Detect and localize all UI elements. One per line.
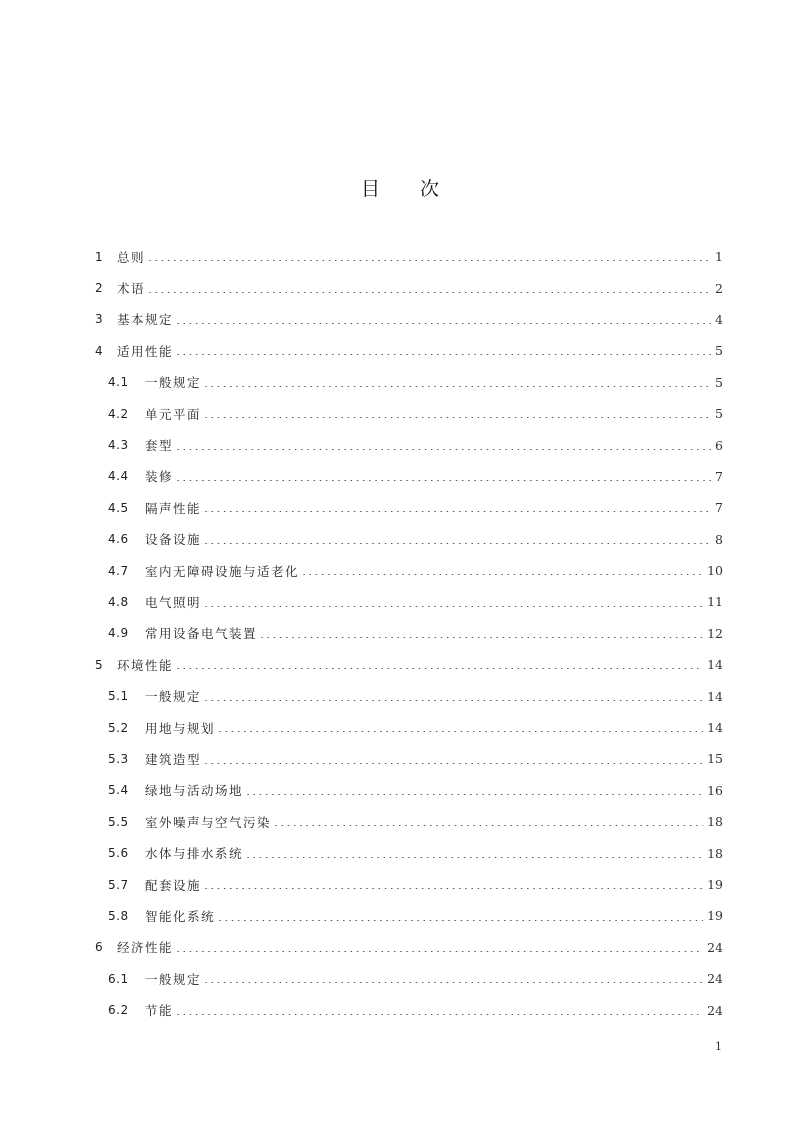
toc-entry-page: 1 — [715, 249, 723, 265]
toc-leader-dots — [245, 783, 703, 797]
page-title — [0, 174, 800, 201]
toc-entry-number: 4.5 — [108, 500, 129, 515]
toc-entry-title: 装修 — [145, 469, 174, 485]
toc-entry-title: 常用设备电气装置 — [145, 626, 258, 642]
toc-entry[interactable] — [95, 994, 723, 1025]
toc-leader-dots — [217, 721, 703, 735]
toc-entry[interactable] — [95, 963, 723, 994]
toc-leader-dots — [245, 846, 703, 860]
toc-entry-page: 24 — [707, 939, 723, 955]
toc-entry-number: 4.3 — [108, 438, 129, 453]
toc-entry-title: 设备设施 — [145, 532, 202, 548]
toc-entry-number: 6.1 — [108, 971, 129, 986]
toc-entry-page: 4 — [715, 311, 723, 327]
toc-entry-title: 室内无障碍设施与适老化 — [145, 563, 300, 579]
toc-entry[interactable] — [95, 837, 723, 868]
toc-entry-number: 1 — [95, 249, 103, 264]
toc-leader-dots — [175, 312, 711, 326]
toc-leader-dots — [203, 752, 703, 766]
toc-leader-dots — [147, 281, 711, 295]
toc-entry-title: 水体与排水系统 — [145, 846, 244, 862]
toc-entry-title: 经济性能 — [117, 940, 174, 956]
toc-leader-dots — [175, 469, 711, 483]
toc-leader-dots — [259, 626, 703, 640]
toc-entry-page: 5 — [715, 406, 723, 422]
toc-entry[interactable] — [95, 272, 723, 303]
toc-entry-number: 4 — [95, 343, 103, 358]
toc-entry-page: 12 — [707, 625, 723, 641]
toc-leader-dots — [175, 940, 703, 954]
toc-entry-page: 14 — [707, 657, 723, 673]
toc-entry[interactable] — [95, 618, 723, 649]
toc-entry[interactable] — [95, 712, 723, 743]
toc-entry[interactable] — [95, 586, 723, 617]
toc-entry-number: 5.8 — [108, 908, 129, 923]
toc-entry-page: 11 — [707, 594, 723, 610]
toc-entry-number: 4.9 — [108, 626, 129, 641]
toc-entry[interactable] — [95, 900, 723, 931]
toc-entry-page: 24 — [707, 1002, 723, 1018]
toc-entry-title: 环境性能 — [117, 657, 174, 673]
toc-entry[interactable] — [95, 367, 723, 398]
toc-entry-title: 智能化系统 — [145, 908, 216, 924]
toc-entry-title: 总则 — [117, 249, 146, 265]
toc-leader-dots — [203, 407, 711, 421]
toc-entry[interactable] — [95, 335, 723, 366]
toc-leader-dots — [175, 658, 703, 672]
toc-entry-number: 5.3 — [108, 751, 129, 766]
toc-entry-title: 隔声性能 — [145, 500, 202, 516]
toc-entry-page: 14 — [707, 720, 723, 736]
toc-entry-title: 一般规定 — [145, 375, 202, 391]
toc-entry-page: 5 — [715, 343, 723, 359]
toc-entry-page: 6 — [715, 437, 723, 453]
toc-entry[interactable] — [95, 743, 723, 774]
toc-entry-page: 24 — [707, 971, 723, 987]
toc-entry[interactable] — [95, 524, 723, 555]
toc-entry-title: 配套设施 — [145, 877, 202, 893]
toc-entry-page: 14 — [707, 688, 723, 704]
toc-entry-number: 5.5 — [108, 814, 129, 829]
toc-entry-title: 电气照明 — [145, 594, 202, 610]
toc-entry-title: 室外噪声与空气污染 — [145, 814, 272, 830]
toc-entry-number: 6 — [95, 940, 103, 955]
title-char-1: 目 — [360, 178, 380, 200]
toc-entry[interactable] — [95, 461, 723, 492]
toc-entry[interactable] — [95, 492, 723, 523]
toc-leader-dots — [203, 375, 711, 389]
toc-entry-number: 5.1 — [108, 689, 129, 704]
toc-entry-number: 5 — [95, 657, 103, 672]
toc-entry-number: 5.2 — [108, 720, 129, 735]
toc-entry-number: 6.2 — [108, 1003, 129, 1018]
toc-entry[interactable] — [95, 869, 723, 900]
toc-entry[interactable] — [95, 775, 723, 806]
toc-entry-page: 2 — [715, 280, 723, 296]
toc-entry-title: 一般规定 — [145, 689, 202, 705]
toc-entry-title: 单元平面 — [145, 406, 202, 422]
toc-leader-dots — [203, 972, 703, 986]
page-number: 1 — [715, 1040, 722, 1053]
toc-entry-number: 4.2 — [108, 406, 129, 421]
toc-entry-title: 基本规定 — [117, 312, 174, 328]
toc-entry-number: 4.1 — [108, 375, 129, 390]
toc-entry-page: 15 — [707, 751, 723, 767]
toc-entry-page: 18 — [707, 814, 723, 830]
toc-entry-title: 套型 — [145, 438, 174, 454]
toc-entry[interactable] — [95, 241, 723, 272]
toc-entry[interactable] — [95, 932, 723, 963]
toc-leader-dots — [175, 1003, 703, 1017]
toc-entry-number: 5.7 — [108, 877, 129, 892]
toc-entry-number: 2 — [95, 281, 103, 296]
toc-entry-number: 3 — [95, 312, 103, 327]
table-of-contents — [95, 241, 723, 1026]
toc-entry-page: 19 — [707, 877, 723, 892]
toc-leader-dots — [273, 815, 703, 829]
toc-entry-title: 适用性能 — [117, 343, 174, 359]
toc-leader-dots — [203, 501, 711, 515]
toc-entry[interactable] — [95, 398, 723, 429]
toc-entry[interactable] — [95, 429, 723, 460]
toc-entry[interactable] — [95, 680, 723, 711]
toc-entry-number: 5.6 — [108, 846, 129, 861]
toc-entry-page: 19 — [707, 908, 723, 924]
toc-entry-number: 5.4 — [108, 783, 129, 798]
toc-leader-dots — [203, 532, 711, 546]
toc-entry[interactable] — [95, 806, 723, 837]
toc-entry-page: 10 — [707, 563, 723, 579]
toc-leader-dots — [301, 564, 703, 578]
toc-entry-number: 4.6 — [108, 532, 129, 547]
toc-leader-dots — [217, 909, 703, 923]
toc-entry-page: 8 — [715, 531, 723, 547]
toc-entry[interactable] — [95, 304, 723, 335]
toc-entry-title: 绿地与活动场地 — [145, 783, 244, 799]
toc-entry-page: 7 — [715, 500, 723, 516]
toc-entry-title: 节能 — [145, 1003, 174, 1019]
toc-entry[interactable] — [95, 649, 723, 680]
title-char-2: 次 — [420, 178, 440, 200]
toc-entry-page: 16 — [707, 782, 723, 798]
toc-entry-title: 一般规定 — [145, 971, 202, 987]
toc-entry-title: 术语 — [117, 281, 146, 297]
toc-entry-number: 4.7 — [108, 563, 129, 578]
toc-entry-page: 18 — [707, 845, 723, 861]
toc-entry-number: 4.8 — [108, 594, 129, 609]
toc-entry-number: 4.4 — [108, 469, 129, 484]
toc-leader-dots — [203, 689, 703, 703]
toc-leader-dots — [175, 438, 711, 452]
toc-leader-dots — [203, 595, 703, 609]
toc-entry-page: 5 — [715, 374, 723, 390]
toc-leader-dots — [203, 878, 703, 892]
toc-entry[interactable] — [95, 555, 723, 586]
toc-entry-title: 建筑造型 — [145, 751, 202, 767]
toc-entry-title: 用地与规划 — [145, 720, 216, 736]
toc-leader-dots — [175, 344, 711, 358]
toc-leader-dots — [147, 250, 711, 264]
toc-entry-page: 7 — [715, 468, 723, 484]
